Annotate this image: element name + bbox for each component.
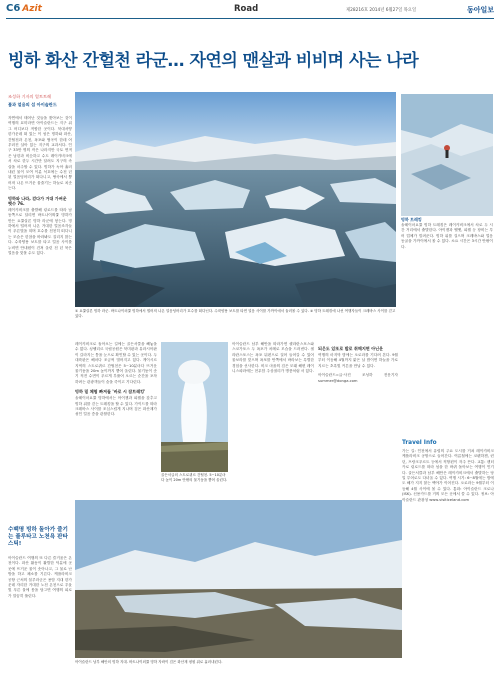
section-name: Azit [22,4,42,14]
hero-caption: ① 요쿨살론 빙하 라군. 바트나이외쿨 빙하에서 떨어져 나온 얼음덩어리가 호수를 떠다닌다. 수륙양용 보트를 타면 얼음 사이를 가까이에서 둘러볼 수 있다. ② 빙하 트레킹에 나선 여행자들이 크레바스 사이를 걷고 있다. [75,309,396,318]
sidebar [401,94,493,250]
page-number: C6 Azit [6,3,42,14]
geyser-caption: 골든서클의 스트로퀴르 간헐천. 5~10분마다 높이 20m 안팎의 물기둥을 뿜어 올린다. [161,473,228,482]
column-3 [232,342,314,374]
glacier-landscape-photo [75,500,402,658]
intro-column [8,94,72,256]
glacier-lagoon-photo [75,92,396,307]
section-title: Road [234,4,259,14]
column-2 [75,342,157,418]
geyser-photo [161,342,228,472]
section-text: 레이캬비크를 출발해 링로드를 따라 남동쪽으로 달리면 바트나이외쿨 빙하가 만든 요쿨살론 빙하 라군에 닿는다. 빙하에서 떨어져 나온 거대한 얼음조각들이 푸른빛을 띠며 호수를 천천히 떠다니는 모습은 한참을 바라봐도 질리지 않는다. 수륙양용 보트를 타고 얼음 사이를 누비면 안내원이 건져 올린 천 년 묵은 얼음을 맛볼 수도 있다. [8,207,72,255]
glacier-trek-photo [401,94,493,216]
geyser-image [161,342,228,472]
column-2-text: 레이캬비크로 돌아오는 길에는 골든서클을 빼놓을 수 없다. 싱벨리르 국립공원은 북미판과 유라시아판이 갈라지는 틈을 눈으로 확인할 수 있는 곳이다. 두 대륙판은 해마다 조금씩 벌어지고 있다. 게이시르 지역의 스트로퀴르 간헐천은 5~10분마다 뜨거운 물기둥을 20m 높이까지 뿜어 올린다. 물기둥이 솟기 직전 수면이 푸르게 부풀어 오르는 순간을 포착하려는 관광객들이 숨을 죽이고 기다린다. [75,342,157,384]
section-heading: 빙하와 나라, 걷다가 거대 가벼운 햇수 76. [8,195,67,206]
pull-quote-heading: 수백명 빙하 돌아가 즐기는 플루타고 노천욕 판타스틱! [8,527,68,548]
column-4 [318,342,398,384]
column-4-text: 여행의 마지막 밤에는 오로라를 기다려 본다. 9월부터 이듬해 4월까지 맑은 날 밤이면 하늘을 가로지르는 초록빛 커튼을 만날 수 있다. [318,353,398,368]
intro-text: 자연에서 태어난 것들을 찾아보는 것이 여행의 묘미라면 아이슬란드는 지구 위 그 어디보다 적합한 곳이다. 북대서양 한가운데 떠 있는 이 섬은 빙하와 화산, 간헐천과 온천, 폭포와 협곡이 한데 어우러진 살아 있는 지구의 교과서다. 인구 33만 명의 작은 나라지만 국토 면적은 남한과 비슷하고 수도 레이캬비크에서 차로 한두 시간만 달려도 지구의 속살을 마주할 수 있다. 빙하가 녹아 흘러내린 물이 모여 이룬 석호에는 수천 년 된 얼음덩어리가 떠다니고, 땅속에서 뿜어져 나온 뜨거운 물줄기는 하늘로 치솟는다. [8,116,72,191]
column-3-text: 아이슬란드 남부 해안을 따라가면 셀랴란스포스와 스코가포스 두 폭포가 차례로 모습을 드러낸다. 셀랴란스포스는 폭포 뒤편으로 걸어 들어갈 수 있어 물보라를 맞으며 폭포를 안쪽에서 바라보는 특별한 경험을 선사한다. 비크 마을의 검은 모래 해변 레이니스퍄라에는 현무암 주상절리가 병풍처럼 서 있다. [232,342,314,374]
series-title: 조성하 기자의 열트트레 [8,94,52,99]
pull-quote [8,556,72,599]
column-4-heading: 되은도 있또로 발로 취해지면 아닌운 [318,346,384,351]
author-line: 아이슬란드=글·사진 조성하 전문기자 summer@donga.com [318,373,398,383]
bottom-caption: 아이슬란드 남부 해안의 빙하 지대. 바트나이외쿨 빙하 자락이 검은 화산재 평원 위로 흘러내린다. [75,660,223,664]
masthead [6,3,494,19]
issue-date: 제28216호 2014년 6월27일 목요일 [346,8,417,13]
sidebar-text: 솔헤이마요쿨 빙하 트레킹은 레이캬비크에서 차로 두 시간 거리에서 출발한다. 아이젠과 헬멧, 피켈 등 장비는 투어 업체가 빌려준다. 빙하 위를 걸으며 크레바스와 얼음 동굴을 가까이에서 볼 수 있다. 소요 시간은 3시간 안팎이다. [401,223,493,249]
travel-info-text: 가는 길: 인천에서 유럽의 주요 도시를 거쳐 레이캬비크 케플라비크 공항으로 들어간다. 여름철에는 코펜하겐, 런던, 프랑크푸르트 등에서 직항편이 자주 뜬다. 교통: 렌터카로 링로드를 따라 섬을 한 바퀴 돌아보는 여행이 인기다. 골든서클과 남부 해안은 레이캬비크에서 출발하는 당일 투어로도 다녀올 수 있다. 여행 시기: 6~8월에는 밤에도 해가 지지 않는 백야가 이어진다. 오로라는 9월부터 이듬해 4월 사이에 볼 수 있다. 통화: 아이슬란드 크로나(ISK). 신용카드를 거의 모든 곳에서 쓸 수 있다. 정보: 아이슬란드 관광청 www.visiticeland.com [402,449,494,502]
glacier-lagoon-image [75,92,396,307]
sidebar-heading: 빙하 트레킹 [401,217,422,222]
column-2-text-2: 솔헤이마요쿨 빙하에서는 아이젠과 피켈을 갖추고 빙하 위를 걷는 트레킹을 할 수 있다. 가이드를 따라 크레바스 사이를 조심스럽게 지나며 검은 화산재가 섞인 얼음 층을 관찰한다. [75,396,157,417]
travel-info-title: Travel Info [402,440,437,446]
travel-info [402,440,494,503]
article-headline: 빙하 화산 간헐천 라군… 자연의 맨살과 비비며 사는 나라 [8,51,419,71]
glacier-trek-image [401,94,493,216]
column-2-heading: 빙하 밑 체험 빠져들 '바로 시 잠트레킹' [75,389,146,395]
glacier-landscape-image [75,500,402,658]
article-subtitle: 불과 얼음의 섬 아이슬란드 [8,102,57,107]
pull-quote-text: 아이슬란드 여행의 또 다른 즐거움은 온천이다. 화산 활동이 활발한 덕분에 곳곳에 뜨거운 물이 솟아나고, 그 물로 난방을 하고 채소를 기른다. 케플라비크 공항 근처의 블루라군은 용암 지대 한가운데 자리한 거대한 노천 온천으로 우윳빛 푸른 물에 몸을 담그면 여행의 피로가 말끔히 풀린다. [8,556,72,598]
newspaper-brand: 동아일보 [466,6,494,14]
